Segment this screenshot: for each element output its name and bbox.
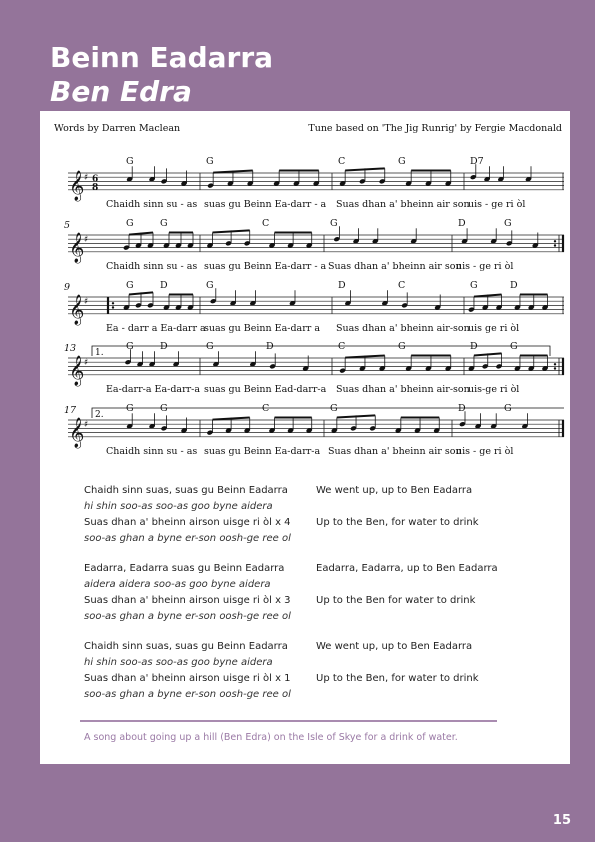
chord-symbol: G	[398, 341, 406, 352]
repeat-dot	[554, 363, 556, 365]
verse-english-line: Eadarra, Eadarra, up to Ben Eadarra	[316, 563, 498, 574]
note-beam	[129, 233, 153, 235]
lyric-text: Suas dhan a' bheinn air son	[328, 445, 462, 457]
measure-number: 17	[64, 405, 77, 416]
lyric-text: Chaidh sinn su - as	[106, 198, 198, 210]
verse-phonetic-line: soo-as ghan a byne er-son oosh-ge ree ol	[84, 689, 291, 700]
verse-english-line: We went up, up to Ben Eadarra	[316, 641, 473, 652]
song-title: Beinn Eadarra	[50, 41, 274, 74]
treble-clef-icon: 𝄞	[69, 294, 85, 325]
music-system	[68, 156, 564, 210]
lyric-text: suas gu Beinn Ea-darr - a	[204, 260, 327, 272]
music-system	[64, 280, 564, 334]
chord-symbol: G	[126, 280, 134, 291]
measure-number: 13	[64, 343, 77, 354]
note-beam	[474, 353, 502, 355]
repeat-dot	[554, 244, 556, 246]
lyric-text: uis ge ri òl	[468, 322, 520, 334]
sharp-icon: ♯	[84, 358, 89, 369]
chord-symbol: C	[338, 156, 346, 167]
chord-symbol: G	[126, 218, 134, 229]
chord-symbol: G	[206, 156, 214, 167]
chord-symbol: D	[470, 341, 478, 352]
verse-gaelic-line: Suas dhan a' bheinn airson uisge ri òl x 1	[84, 673, 291, 684]
repeat-dot	[554, 367, 556, 369]
treble-clef-icon: 𝄞	[69, 355, 85, 386]
verse-gaelic-line: Eadarra, Eadarra suas gu Beinn Eadarra	[84, 563, 285, 574]
lyric-text: Ea-darr-a Ea-darr-a	[106, 383, 201, 395]
verse-english-line: Up to the Ben, for water to drink	[316, 673, 479, 684]
tune-credit: Tune based on 'The Jig Runrig' by Fergie Macdonald	[308, 123, 562, 134]
song-summary: A song about going up a hill (Ben Edra) on the Isle of Skye for a drink of water.	[84, 732, 458, 743]
lyric-text: Suas dhan a' bheinn air son	[328, 260, 462, 272]
verse-english-line: Up to the Ben, for water to drink	[316, 517, 479, 528]
lyric-text: Suas dhan a' bheinn air-son	[336, 322, 470, 334]
chord-symbol: C	[338, 341, 346, 352]
chord-symbol: D	[160, 341, 168, 352]
song-card	[40, 111, 570, 764]
music-system	[64, 341, 564, 395]
chord-symbol: G	[504, 218, 512, 229]
chord-symbol: G	[330, 403, 338, 414]
verse-phonetic-line: soo-as ghan a byne er-son oosh-ge ree ol	[84, 611, 291, 622]
note-beam	[213, 171, 253, 173]
lyric-text: Suas dhan a' bheinn air son	[336, 198, 470, 210]
repeat-dot	[112, 306, 114, 308]
verse-gaelic-line: Suas dhan a' bheinn airson uisge ri òl x 3	[84, 595, 291, 606]
repeat-dot	[112, 302, 114, 304]
lyric-text: uis - ge ri òl	[456, 445, 514, 457]
lyric-text: Suas dhan a' bheinn air-son	[336, 383, 470, 395]
note-beam	[337, 415, 375, 417]
chord-symbol: G	[126, 403, 134, 414]
verse-phonetic-line: hi shin soo-as soo-as goo byne aidera	[84, 501, 273, 512]
chord-symbol: D	[458, 403, 466, 414]
verse-gaelic-line: Chaidh sinn suas, suas gu Beinn Eadarra	[84, 641, 288, 652]
chord-symbol: D	[458, 218, 466, 229]
lyric-text: uis - ge ri òl	[456, 260, 514, 272]
lyric-text: suas gu Beinn Ea-darr a	[204, 322, 320, 334]
note-beam	[474, 295, 502, 297]
lyric-text: suas gu Beinn Ea-darr-a	[204, 445, 321, 457]
repeat-dot	[554, 240, 556, 242]
chord-symbol: G	[160, 403, 168, 414]
sharp-icon: ♯	[84, 297, 89, 308]
verse-english-line: We went up, up to Ben Eadarra	[316, 485, 473, 496]
time-signature: 8	[92, 182, 99, 193]
lyric-text: uis - ge ri òl	[468, 198, 526, 210]
chord-symbol: G	[206, 280, 214, 291]
chord-symbol: D	[160, 280, 168, 291]
chord-symbol: G	[504, 403, 512, 414]
verse-phonetic-line: hi shin soo-as soo-as goo byne aidera	[84, 657, 273, 668]
chord-symbol: G	[470, 280, 478, 291]
lyricist-credit: Words by Darren Maclean	[54, 123, 181, 134]
note-beam	[129, 292, 153, 294]
verse-phonetic-line: aidera aidera soo-as goo byne aidera	[84, 579, 271, 590]
chord-symbol: D	[510, 280, 518, 291]
lyric-text: Ea - darr a Ea-darr a	[106, 322, 206, 334]
chord-symbol: C	[398, 280, 406, 291]
note-beam	[345, 356, 385, 358]
music-system	[64, 218, 564, 272]
verse-gaelic-line: Chaidh sinn suas, suas gu Beinn Eadarra	[84, 485, 288, 496]
ending-label: 1.	[95, 348, 104, 358]
verse-gaelic-line: Suas dhan a' bheinn airson uisge ri òl x 4	[84, 517, 291, 528]
chord-symbol: G	[126, 341, 134, 352]
chord-symbol: D7	[470, 156, 484, 167]
chord-symbol: C	[262, 403, 270, 414]
lyric-text: suas gu Beinn Ead-darr-a	[204, 383, 327, 395]
page-number: 15	[552, 813, 571, 828]
lyric-text: Chaidh sinn su - as	[106, 260, 198, 272]
note-beam	[345, 168, 385, 170]
verse-english-line: Up to the Ben for water to drink	[316, 595, 476, 606]
sharp-icon: ♯	[84, 235, 89, 246]
chord-symbol: G	[398, 156, 406, 167]
treble-clef-icon: 𝄞	[69, 417, 85, 448]
music-system	[64, 403, 564, 457]
sharp-icon: ♯	[84, 173, 89, 184]
note-beam	[213, 418, 250, 420]
verse-phonetic-line: soo-as ghan a byne er-son oosh-ge ree ol	[84, 533, 291, 544]
song-subtitle: Ben Edra	[50, 75, 192, 108]
chord-symbol: G	[510, 341, 518, 352]
sheet-music-score	[40, 111, 570, 471]
chord-symbol: G	[206, 341, 214, 352]
chord-symbol: D	[266, 341, 274, 352]
time-signature: 6	[92, 174, 99, 185]
ending-label: 2.	[95, 410, 104, 420]
chord-symbol: G	[330, 218, 338, 229]
lyric-text: uis-ge ri òl	[468, 383, 520, 395]
treble-clef-icon: 𝄞	[69, 170, 85, 201]
treble-clef-icon: 𝄞	[69, 232, 85, 263]
measure-number: 5	[64, 220, 71, 231]
lyric-text: suas gu Beinn Ea-darr - a	[204, 198, 327, 210]
note-beam	[213, 230, 250, 232]
chord-symbol: G	[160, 218, 168, 229]
divider-line	[80, 720, 497, 722]
chord-symbol: C	[262, 218, 270, 229]
sharp-icon: ♯	[84, 420, 89, 431]
measure-number: 9	[64, 282, 71, 293]
chord-symbol: D	[338, 280, 346, 291]
lyric-text: Chaidh sinn su - as	[106, 445, 198, 457]
chord-symbol: G	[126, 156, 134, 167]
